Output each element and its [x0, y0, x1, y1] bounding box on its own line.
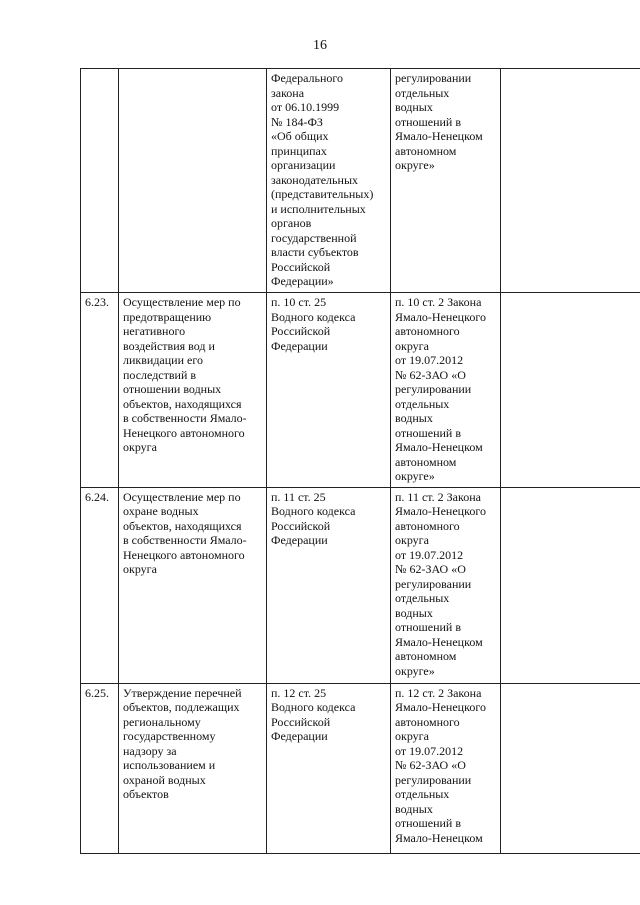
- power-name-cell: [119, 69, 267, 293]
- note-cell: [501, 683, 640, 853]
- row-number-cell: 6.24.: [81, 487, 119, 683]
- regional-basis-cell: п. 10 ст. 2 Закона Ямало-Ненецкого автономного округа от 19.07.2012 № 62-ЗАО «О регулировании отдельных водных отношений в Ямало-Ненецком автономном округе»: [391, 293, 501, 488]
- powers-table: [80, 68, 640, 854]
- table-row: [81, 683, 640, 853]
- note-cell: [501, 293, 640, 488]
- table-row: [81, 487, 640, 683]
- note-cell: [501, 69, 640, 293]
- regional-basis-cell: п. 11 ст. 2 Закона Ямало-Ненецкого автономного округа от 19.07.2012 № 62-ЗАО «О регулировании отдельных водных отношений в Ямало-Ненецком автономном округе»: [391, 487, 501, 683]
- power-name-cell: Осуществление мер по предотвращению негативного воздействия вод и ликвидации его последствий в отношении водных объектов, находящихся в собственности Ямало- Ненецкого автономного округа: [119, 293, 267, 488]
- page-number: 16: [313, 38, 327, 53]
- regional-basis-cell: п. 12 ст. 2 Закона Ямало-Ненецкого автономного округа от 19.07.2012 № 62-ЗАО «О регулировании отдельных водных отношений в Ямало-Ненецком: [391, 683, 501, 853]
- row-number-cell: 6.23.: [81, 293, 119, 488]
- federal-basis-cell: Федерального закона от 06.10.1999 № 184-ФЗ «Об общих принципах организации законодательных (представительных) и исполнительных органов государственной власти субъектов Российской Федерации»: [267, 69, 391, 293]
- federal-basis-cell: п. 12 ст. 25 Водного кодекса Российской Федерации: [267, 683, 391, 853]
- table-row: [81, 69, 640, 293]
- federal-basis-cell: п. 10 ст. 25 Водного кодекса Российской Федерации: [267, 293, 391, 488]
- power-name-cell: Осуществление мер по охране водных объектов, находящихся в собственности Ямало- Ненецкого автономного округа: [119, 487, 267, 683]
- row-number-cell: 6.25.: [81, 683, 119, 853]
- federal-basis-cell: п. 11 ст. 25 Водного кодекса Российской Федерации: [267, 487, 391, 683]
- note-cell: [501, 487, 640, 683]
- table-row: [81, 293, 640, 488]
- power-name-cell: Утверждение перечней объектов, подлежащих региональному государственному надзору за использованием и охраной водных объектов: [119, 683, 267, 853]
- regional-basis-cell: регулировании отдельных водных отношений в Ямало-Ненецком автономном округе»: [391, 69, 501, 293]
- row-number-cell: [81, 69, 119, 293]
